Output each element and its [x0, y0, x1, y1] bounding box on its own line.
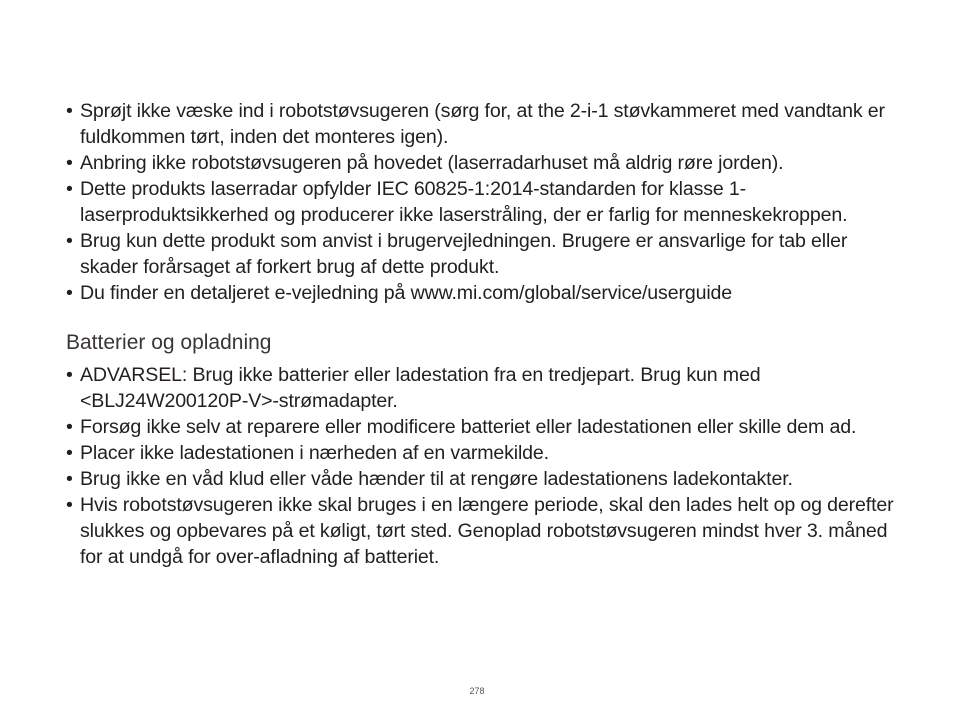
- battery-bullet-text: Forsøg ikke selv at reparere eller modificere batteriet eller ladestationen eller skille dem ad.: [80, 416, 857, 438]
- battery-bullet-item: [66, 492, 906, 570]
- section-heading-battery: Batterier og opladning: [66, 331, 272, 354]
- bullet-marker: •: [66, 416, 73, 438]
- safety-bullet-text: Brug kun dette produkt som anvist i brugervejledningen. Brugere er ansvarlige for tab eller skader forårsaget af forkert brug af dette produkt.: [80, 230, 848, 278]
- bullet-marker: •: [66, 494, 73, 516]
- safety-bullet-text: Dette produkts laserradar opfylder IEC 60825-1:2014-standarden for klasse 1-laserproduktsikkerhed og producerer ikke laserstråling, der er farlig for menneskekroppen.: [80, 178, 848, 226]
- battery-bullet-item: [66, 440, 906, 466]
- bullet-marker: •: [66, 152, 73, 174]
- page-number: 278: [469, 686, 485, 696]
- bullet-marker: •: [66, 442, 73, 464]
- safety-bullet-item: [66, 280, 906, 306]
- battery-bullet-item: [66, 414, 906, 440]
- safety-bullet-item: [66, 228, 906, 280]
- bullet-marker: •: [66, 468, 73, 490]
- manual-page-content: [66, 98, 906, 570]
- battery-bullet-item: [66, 362, 906, 414]
- safety-bullet-list: [66, 98, 906, 306]
- bullet-marker: •: [66, 178, 73, 200]
- bullet-marker: •: [66, 230, 73, 252]
- bullet-marker: •: [66, 282, 73, 304]
- safety-bullet-text: Sprøjt ikke væske ind i robotstøvsugeren (sørg for, at the 2-i-1 støvkammeret med vandtank er fuldkommen tørt, inden det monteres igen).: [80, 100, 885, 148]
- bullet-marker: •: [66, 364, 73, 386]
- bullet-marker: •: [66, 100, 73, 122]
- battery-bullet-text: Placer ikke ladestationen i nærheden af en varmekilde.: [80, 442, 549, 464]
- battery-bullet-item: [66, 466, 906, 492]
- battery-bullet-text: Brug ikke en våd klud eller våde hænder til at rengøre ladestationens ladekontakter.: [80, 468, 793, 490]
- safety-bullet-item: [66, 98, 906, 150]
- battery-bullet-list: [66, 362, 906, 570]
- battery-bullet-text: Hvis robotstøvsugeren ikke skal bruges i en længere periode, skal den lades helt op og derefter slukkes og opbevares på et køligt, tørt sted. Genoplad robotstøvsugeren mindst hver 3. måned for at undgå for over-afladning af batteriet.: [80, 494, 894, 568]
- safety-bullet-item: [66, 176, 906, 228]
- safety-bullet-item: [66, 150, 906, 176]
- safety-bullet-text: Anbring ikke robotstøvsugeren på hovedet (laserradarhuset må aldrig røre jorden).: [80, 152, 784, 174]
- safety-bullet-text: Du finder en detaljeret e-vejledning på www.mi.com/global/service/userguide: [80, 282, 733, 304]
- battery-bullet-text: ADVARSEL: Brug ikke batterier eller ladestation fra en tredjepart. Brug kun med <BLJ24W200120P-V>-strømadapter.: [80, 364, 761, 412]
